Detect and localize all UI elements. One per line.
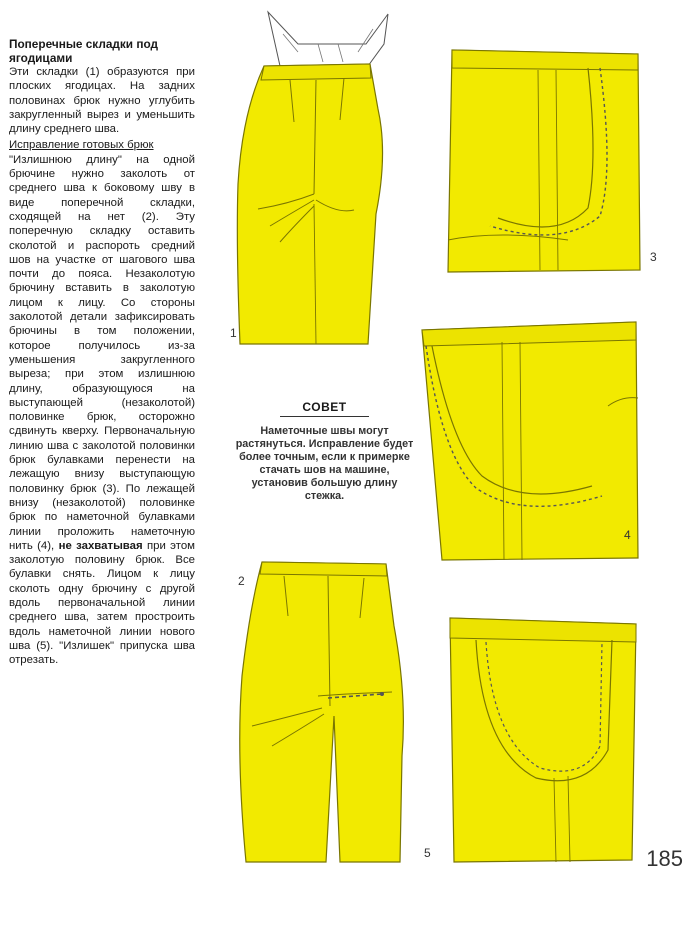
trousers-back-illustration bbox=[228, 4, 418, 349]
article-text bbox=[9, 37, 195, 667]
stitched-seam-illustration bbox=[436, 610, 646, 865]
trousers-pinned-illustration bbox=[232, 556, 422, 866]
figure-4 bbox=[412, 316, 647, 566]
figure-1 bbox=[228, 4, 418, 349]
seam-pinning-illustration bbox=[438, 40, 653, 280]
subheading bbox=[9, 138, 195, 152]
instructions-part-a: "Излишнюю длину" на одной брючине нужно заколоть от среднего шва к боковому шву в виде поперечной складки, сходящей на нет (2). Эту поперечную складку оставить сколотой и распороть средний шов на участке от шагового шва почти до пояса. Незаколотую брючину вставить в заколотую лицом к лицу. Со стороны заколотой детали зафиксировать брючины в том положении, которое получилось из-за уменьшения закругленного выреза; при этом излишнюю длину, образующуюся на выступающей (незаколотой) половинке брюк, осторожно сдвинуть кверху. Первоначальную линию шва с заколотой половинки брюк булавками перенести на лежащую внизу выступающую половинку брюк (3). По лежащей внизу (незаколотой) половинке брюк по наметочной булавками линии проложить наметочную нить (4), bbox=[9, 153, 195, 552]
figure-2 bbox=[232, 556, 422, 866]
subheading-text: Исправление готовых брюк bbox=[9, 139, 154, 152]
figure-5-number: 5 bbox=[424, 846, 431, 860]
instructions-paragraph bbox=[9, 153, 195, 668]
tip-box bbox=[232, 398, 417, 503]
basting-thread-illustration bbox=[412, 316, 647, 566]
tip-title: СОВЕТ bbox=[280, 400, 368, 417]
figure-3 bbox=[438, 40, 657, 280]
figure-3-number: 3 bbox=[650, 250, 657, 264]
instructions-part-b: при этом заколотую половину брюк. Все булавки снять. Лицом к лицу сколоть одну брючину с другой вдоль первоначальной линии среднего шва, затем простроить вдоль наметочной линии нового шва (5). "Излишек" припуска шва отрезать. bbox=[9, 539, 196, 667]
figure-5 bbox=[424, 610, 646, 865]
figure-1-number: 1 bbox=[230, 326, 237, 340]
article-heading: Поперечные складки под ягодицами bbox=[9, 37, 158, 65]
instructions-emphasis: не захватывая bbox=[58, 539, 143, 552]
figure-2-number: 2 bbox=[238, 574, 245, 588]
page-number: 185 bbox=[646, 846, 683, 871]
intro-paragraph: Эти складки (1) образуются при плоских ягодицах. На задних половинах брюк нужно углубить закругленный вырез и уменьшить длину среднего шва. bbox=[9, 66, 195, 136]
tip-text: Наметочные швы могут растянуться. Исправление будет более точным, если к примерке стачать шов на машине, установив большую длину стежка. bbox=[235, 425, 414, 502]
figure-4-number: 4 bbox=[624, 528, 631, 542]
